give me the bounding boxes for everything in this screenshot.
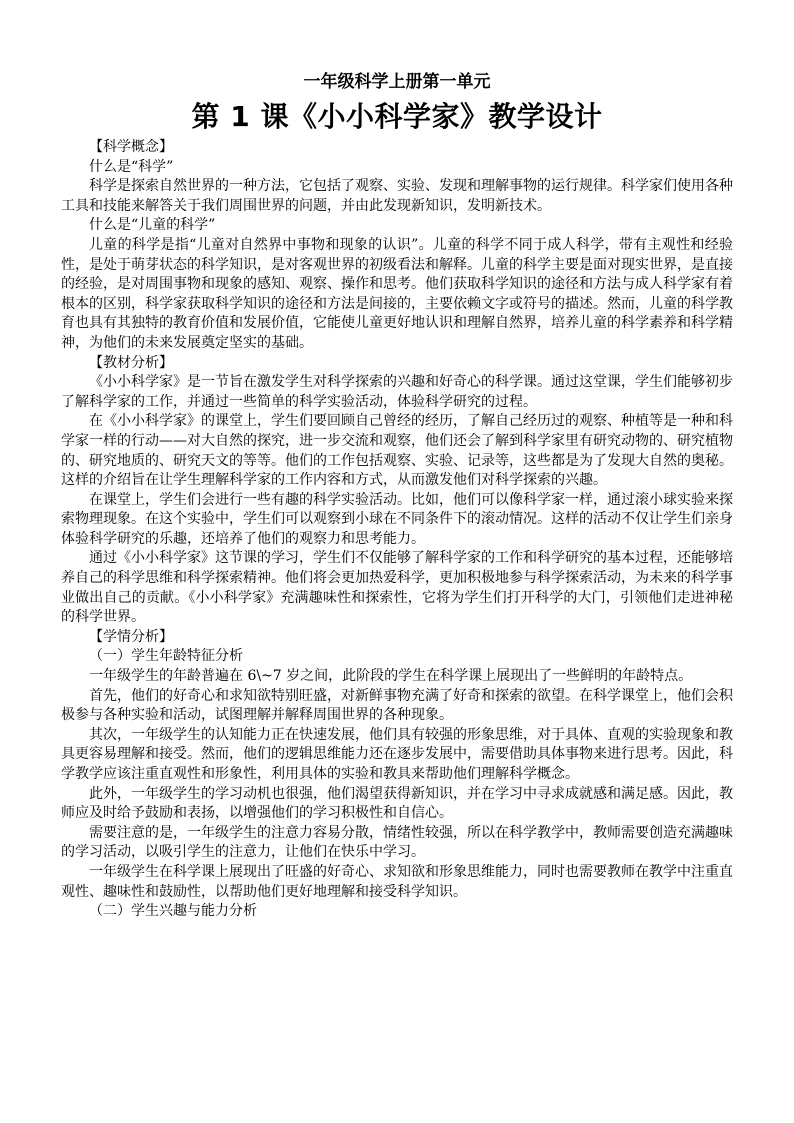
paragraph: 在《小小科学家》的课堂上，学生们要回顾自己曾经的经历，了解自己经历过的观察、种植等是一种和科学家一样的行动——对大自然的探究，进一步交流和观察，他们还会了解到科学家里有研究动物的、研究植物的、研究地质的、研究天文的等等。他们的工作包括观察、实验、记录等，这些都是为了发现大自然的奥秘。这样的介绍旨在让学生理解科学家的工作内容和方式，从而激发他们对科学探索的兴趣。 (61, 413, 733, 489)
paragraph: 此外，一年级学生的学习动机也很强，他们渴望获得新知识，并在学习中寻求成就感和满足感。因此，教师应及时给予鼓励和表扬，以增强他们的学习积极性和自信心。 (61, 785, 733, 822)
paragraph: 通过《小小科学家》这节课的学习，学生们不仅能够了解科学家的工作和科学研究的基本过程，还能够培养自己的科学思维和科学探索精神。他们将会更加热爱科学，更加积极地参与科学探索活动，为未来的科学事业做出自己的贡献。《小小科学家》充满趣味性和探索性，它将为学生们打开科学的大门，引领他们走进神秘的科学世界。 (61, 550, 733, 626)
document-page (61, 70, 733, 922)
document-body (61, 138, 733, 922)
paragraph: 其次，一年级学生的认知能力正在快速发展，他们具有较强的形象思维，对于具体、直观的实验现象和教具更容易理解和接受。然而，他们的逻辑思维能力还在逐步发展中，需要借助具体事物来进行思考。因此，科学教学应该注重直观性和形象性，利用具体的实验和教具来帮助他们理解科学概念。 (61, 726, 733, 782)
paragraph: 首先，他们的好奇心和求知欲特别旺盛，对新鲜事物充满了好奇和探索的欲望。在科学课堂上，他们会积极参与各种实验和活动，试图理解并解释周围世界的各种现象。 (61, 687, 733, 724)
paragraph: 需要注意的是，一年级学生的注意力容易分散，情绪性较强，所以在科学教学中，教师需要创造充满趣味的学习活动，以吸引学生的注意力，让他们在快乐中学习。 (61, 824, 733, 861)
paragraph: 在课堂上，学生们会进行一些有趣的科学实验活动。比如，他们可以像科学家一样，通过滚小球实验来探索物理现象。在这个实验中，学生们可以观察到小球在不同条件下的滚动情况。这样的活动不仅让学生们亲身体验科学研究的乐趣，还培养了他们的观察力和思考能力。 (61, 491, 733, 547)
subheading-children-science: 什么是“儿童的科学” (89, 217, 216, 234)
paragraph: 《小小科学家》是一节旨在激发学生对科学探索的兴趣和好奇心的科学课。通过这堂课，学生们能够初步了解科学家的工作，并通过一些简单的科学实验活动，体验科学研究的过程。 (61, 374, 733, 410)
lesson-title: 第 1 课《小小科学家》教学设计 (191, 100, 603, 133)
paragraph: 儿童的科学是指“儿童对自然界中事物和现象的认识”。儿童的科学不同于成人科学，带有主观性和经验性，是处于萌芽状态的科学知识，是对客观世界的初级看法和解释。儿童的科学主要是面对现实世界，是直接的经验，是对周围事物和现象的感知、观察、操作和思考。他们获取科学知识的途径和方法与成人科学家有着根本的区别，科学家获取科学知识的途径和方法是间接的，主要依赖文字或符号的描述。然而，儿童的科学教育也具有其独特的教育价值和发展价值，它能使儿童更好地认识和理解自然界，培养儿童的科学素养和科学精神，为他们的未来发展奠定坚实的基础。 (61, 236, 733, 351)
section-heading-student-analysis: 【学情分析】 (89, 628, 173, 645)
section-heading-science-concept: 【科学概念】 (89, 139, 173, 155)
subheading-what-is-science: 什么是“科学” (89, 158, 174, 175)
paragraph: 一年级学生的年龄普遍在 6\~7 岁之间，此阶段的学生在科学课上展现出了一些鲜明的年龄特点。 (89, 668, 693, 685)
paragraph: 科学是探索自然世界的一种方法，它包括了观察、实验、发现和理解事物的运行规律。科学家们使用各种工具和技能来解答关于我们周围世界的问题，并由此发现新知识，发明新技术。 (61, 178, 733, 214)
unit-subtitle: 一年级科学上册第一单元 (303, 72, 491, 92)
subheading-age-characteristics: （一）学生年龄特征分析 (89, 648, 243, 665)
paragraph: 一年级学生在科学课上展现出了旺盛的好奇心、求知欲和形象思维能力，同时也需要教师在教学中注重直观性、趣味性和鼓励性，以帮助他们更好地理解和接受科学知识。 (61, 863, 733, 900)
section-heading-textbook-analysis: 【教材分析】 (89, 354, 173, 371)
subheading-interest-ability: （二）学生兴趣与能力分析 (89, 903, 257, 920)
